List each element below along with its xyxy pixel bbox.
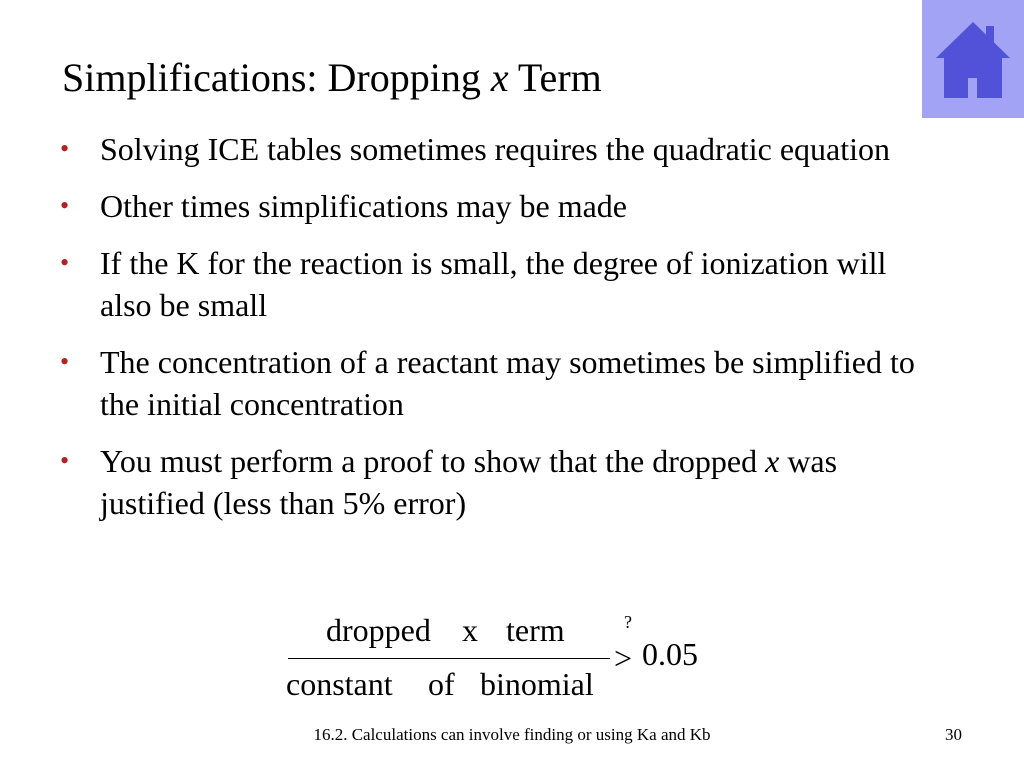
question-mark: ? xyxy=(624,612,632,632)
bullet-list xyxy=(60,128,940,539)
bullet-item xyxy=(60,128,940,170)
slide-number: 30 xyxy=(945,725,962,744)
bullet-icon: • xyxy=(60,347,70,376)
numerator-word-3: term xyxy=(506,612,565,648)
bullet-item xyxy=(60,242,940,326)
greater-than-sign: > xyxy=(614,640,633,676)
bullet-text: Solving ICE tables sometimes requires the quadratic equation xyxy=(100,131,891,167)
denominator-word-2: of xyxy=(428,666,455,702)
bullet-text: Other times simplifications may be made xyxy=(100,188,627,224)
slide-footer: 16.2. Calculations can involve finding or using Ka and Kb xyxy=(313,725,711,744)
title-text-after: Term xyxy=(508,55,602,100)
bullet-item xyxy=(60,440,940,524)
slide-title xyxy=(62,52,602,104)
bullet-item xyxy=(60,185,940,227)
home-button[interactable] xyxy=(922,0,1024,118)
denominator-word-3: binomial xyxy=(480,666,594,702)
bullet-text: If the K for the reaction is small, the degree of ionization will also be small xyxy=(100,245,887,323)
bullet-icon: • xyxy=(60,248,70,277)
bullet-icon: • xyxy=(60,191,70,220)
numerator-word-1: dropped xyxy=(326,612,431,648)
bullet-text: The concentration of a reactant may sometimes be simplified to the initial concentration xyxy=(100,344,915,422)
denominator-word-1: constant xyxy=(286,666,393,702)
error-check-formula xyxy=(280,608,740,708)
bullet-variable: x xyxy=(765,443,780,479)
fraction-bar xyxy=(288,658,610,659)
title-variable: x xyxy=(490,55,509,100)
home-icon xyxy=(922,0,1024,118)
bullet-text-after: was justified (less than 5% error) xyxy=(100,443,838,521)
bullet-icon: • xyxy=(60,134,70,163)
bullet-item xyxy=(60,341,940,425)
bullet-icon: • xyxy=(60,446,70,475)
bullet-text-before: You must perform a proof to show that the dropped xyxy=(100,443,766,479)
threshold-value: 0.05 xyxy=(642,636,698,672)
title-text-before: Simplifications: Dropping xyxy=(62,55,491,100)
numerator-word-2: x xyxy=(462,612,478,648)
